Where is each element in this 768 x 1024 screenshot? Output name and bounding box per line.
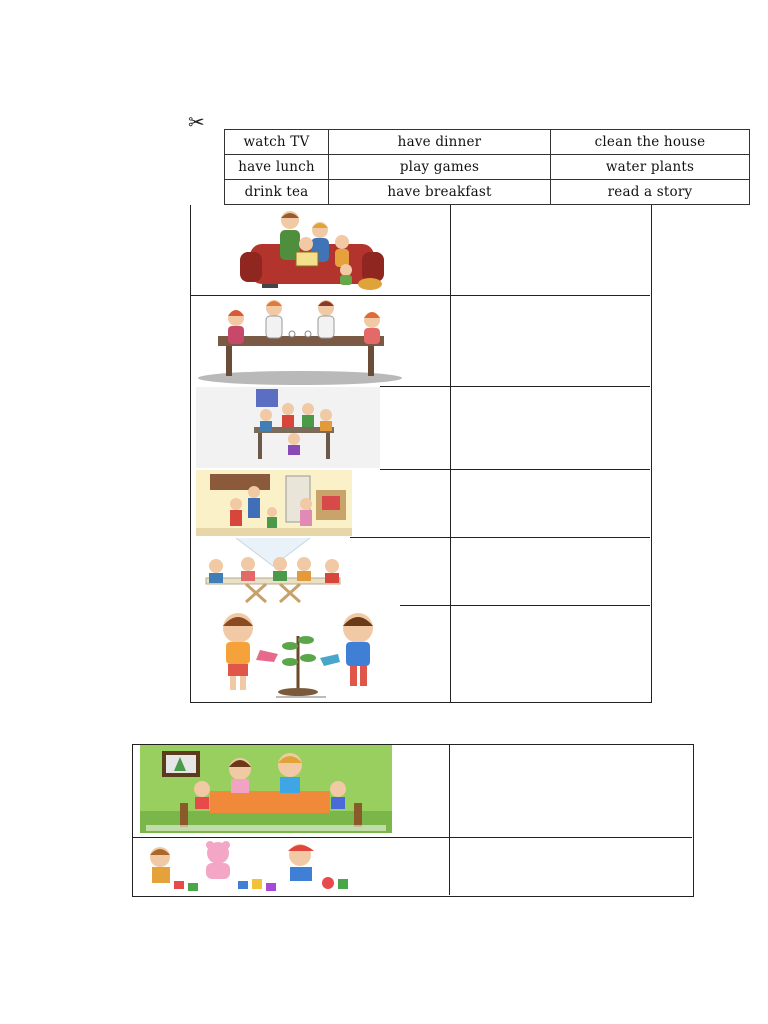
word-bank-cell: have dinner [329,130,551,155]
kids-playing-with-toys-picture [138,839,362,893]
column-divider [449,744,450,895]
word-bank-cell: have lunch [225,155,329,180]
answer-cell[interactable] [452,206,648,294]
scissors-icon: ✂ [188,110,205,134]
word-bank-cell: play games [329,155,551,180]
word-bank-table [224,129,750,205]
word-bank-cell: clean the house [551,130,750,155]
family-meal-picture [196,387,380,468]
word-bank-row [225,180,750,205]
kids-cleaning-kitchen-picture [196,470,352,536]
word-bank-cell: water plants [551,155,750,180]
word-bank-cell: watch TV [225,130,329,155]
word-bank-row [225,130,750,155]
family-dinner-table-picture [196,296,404,385]
word-bank-cell: read a story [551,180,750,205]
answer-cell[interactable] [452,607,648,701]
answer-cell[interactable] [452,297,648,385]
column-divider [450,205,451,702]
answer-cell[interactable] [451,746,690,836]
row-divider [380,386,650,387]
family-reading-on-sofa-picture [232,208,392,293]
kids-watering-plant-picture [198,606,398,700]
row-divider [400,605,650,606]
answer-cell[interactable] [452,539,648,604]
answer-cell[interactable] [451,839,690,894]
answer-cell[interactable] [452,388,648,468]
answer-cell[interactable] [452,471,648,536]
row-divider [350,537,650,538]
word-bank-cell: have breakfast [329,180,551,205]
row-divider [380,469,650,470]
word-bank-row [225,155,750,180]
row-divider [132,837,692,838]
word-bank-cell: drink tea [225,180,329,205]
kids-at-table-picture [196,538,350,604]
family-at-dining-table-picture [140,745,392,833]
